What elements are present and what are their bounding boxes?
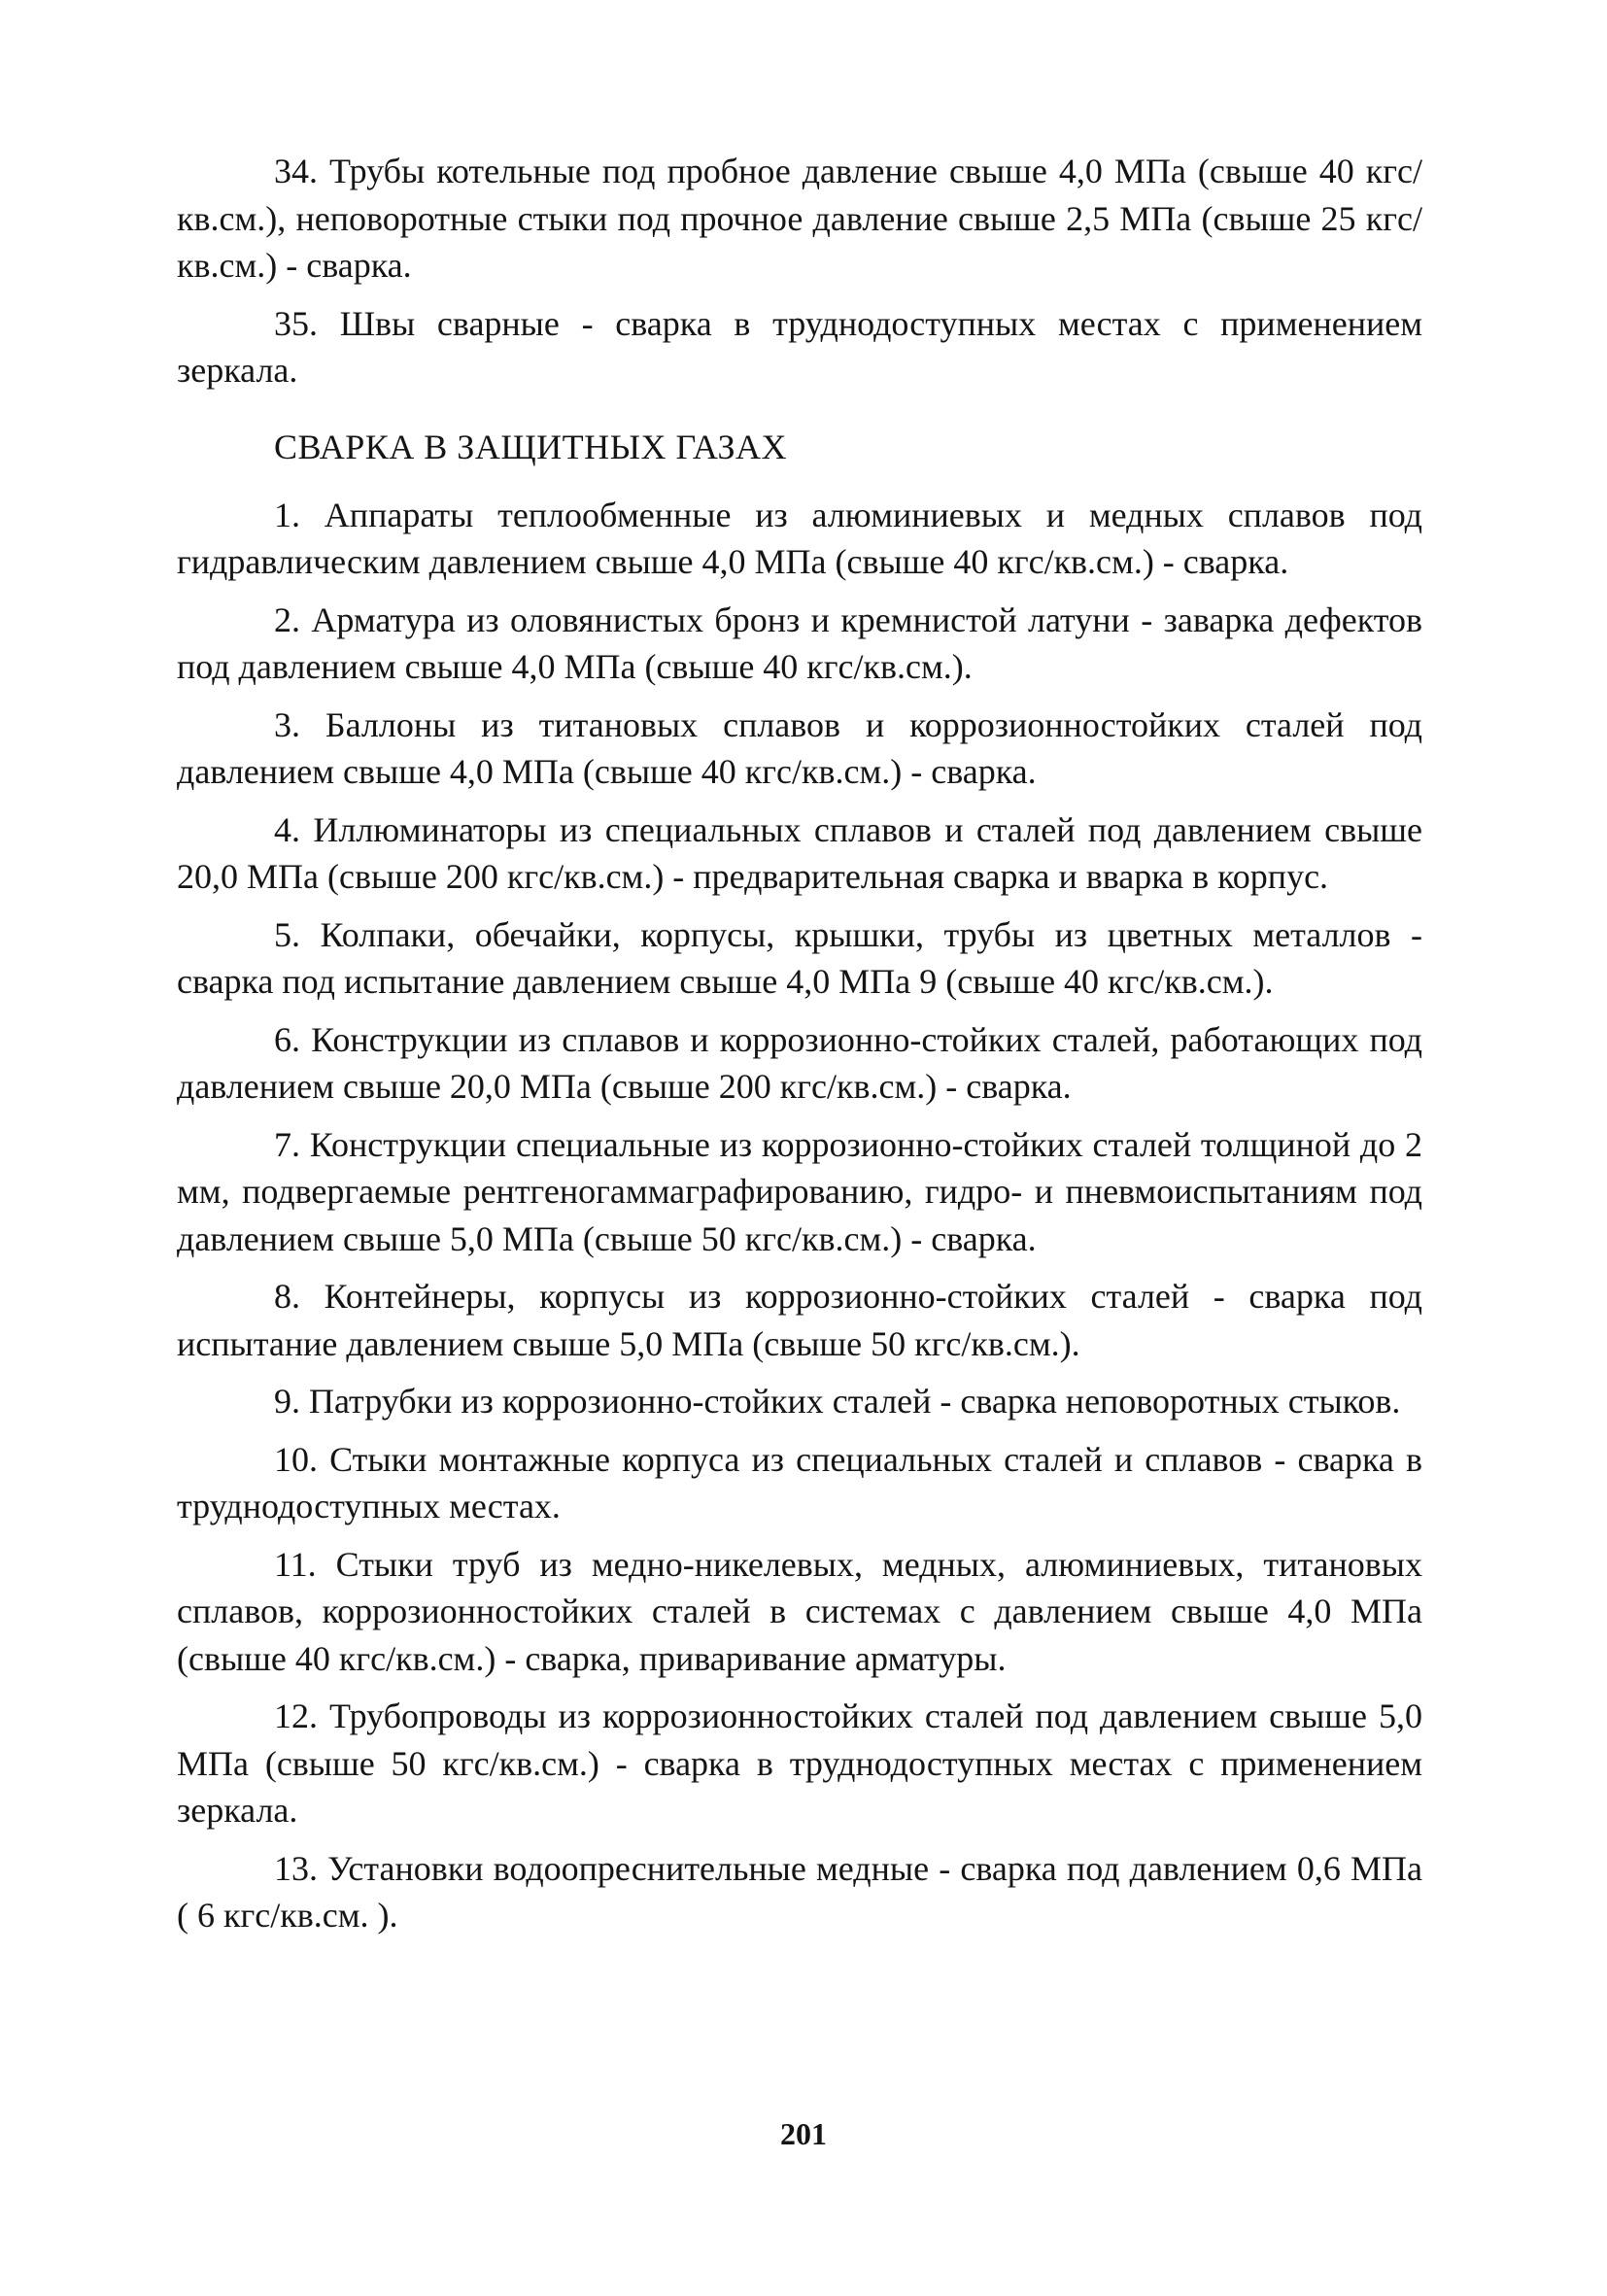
paragraph-item-34: 34. Трубы котельные под пробное давление свыше 4,0 МПа (свыше 40 кгс/кв.см.), неповоротные стыки под прочное давление свыше 2,5 МПа (свыше 25 кгс/кв.см.) - сварка. <box>177 152 1422 285</box>
paragraph-item-12: 12. Трубопроводы из коррозионностойких сталей под давлением свыше 5,0 МПа (свыше 50 кгс/кв.см.) - сварка в труднодоступных местах с применением зеркала. <box>177 1696 1422 1830</box>
paragraph-item-13: 13. Установки водоопреснительные медные - сварка под давлением 0,6 МПа ( 6 кгс/кв.см. ). <box>177 1848 1422 1935</box>
paragraph-item-5: 5. Колпаки, обечайки, корпусы, крышки, трубы из цветных металлов - сварка под испытание давлением свыше 4,0 МПа 9 (свыше 40 кгс/кв.см.). <box>177 914 1422 1001</box>
paragraph-item-3: 3. Баллоны из титановых сплавов и коррозионностойких сталей под давлением свыше 4,0 МПа (свыше 40 кгс/кв.см.) - сварка. <box>177 704 1422 791</box>
paragraph-item-6: 6. Конструкции из сплавов и коррозионно-стойких сталей, работающих под давлением свыше 20,0 МПа (свыше 200 кгс/кв.см.) - сварка. <box>177 1019 1422 1106</box>
paragraph-item-35: 35. Швы сварные - сварка в труднодоступных местах с применением зеркала. <box>177 303 1422 390</box>
page-body <box>177 148 1422 1950</box>
paragraph-item-1: 1. Аппараты теплообменные из алюминиевых и медных сплавов под гидравлическим давлением свыше 4,0 МПа (свыше 40 кгс/кв.см.) - сварка. <box>177 495 1422 581</box>
paragraph-item-11: 11. Стыки труб из медно-никелевых, медных, алюминиевых, титановых сплавов, коррозионностойких сталей в системах с давлением свыше 4,0 МПа (свыше 40 кгс/кв.см.) - сварка, приваривание арматуры. <box>177 1544 1422 1678</box>
paragraph-item-2: 2. Арматура из оловянистых бронз и кремнистой латуни - заварка дефектов под давлением свыше 4,0 МПа (свыше 40 кгс/кв.см.). <box>177 600 1422 686</box>
section-heading: СВАРКА В ЗАЩИТНЫХ ГАЗАХ <box>274 427 788 466</box>
page-number: 201 <box>780 2116 827 2151</box>
paragraph-item-4: 4. Иллюминаторы из специальных сплавов и сталей под давлением свыше 20,0 МПа (свыше 200 кгс/кв.см.) - предварительная сварка и вварка в корпус. <box>177 809 1422 896</box>
paragraph-item-10: 10. Стыки монтажные корпуса из специальных сталей и сплавов - сварка в труднодоступных местах. <box>177 1439 1422 1525</box>
paragraph-item-8: 8. Контейнеры, корпусы из коррозионно-стойких сталей - сварка под испытание давлением свыше 5,0 МПа (свыше 50 кгс/кв.см.). <box>177 1277 1422 1363</box>
paragraph-item-9: 9. Патрубки из коррозионно-стойких сталей - сварка неповоротных стыков. <box>274 1382 1401 1421</box>
paragraph-item-7: 7. Конструкции специальные из коррозионно-стойких сталей толщиной до 2 мм, подвергаемые рентгеногаммаграфированию, гидро- и пневмоиспытаниям под давлением свыше 5,0 МПа (свыше 50 кгс/кв.см.) - сварка. <box>177 1124 1422 1258</box>
